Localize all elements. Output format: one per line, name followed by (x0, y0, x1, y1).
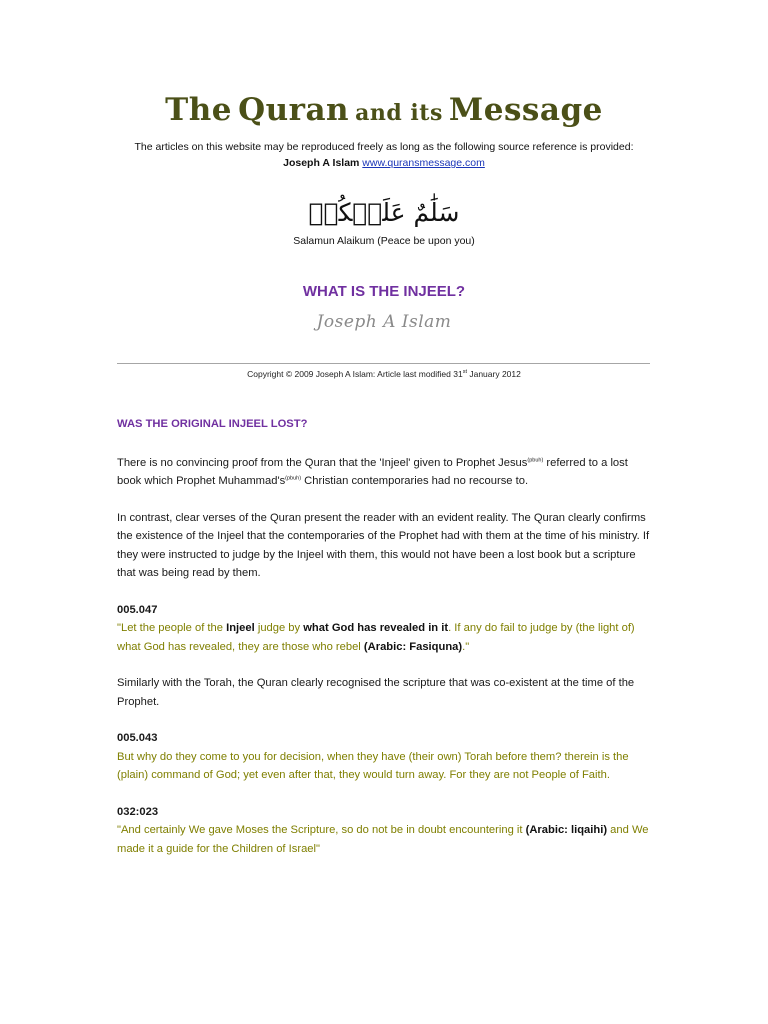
website-link[interactable]: www.quransmessage.com (362, 157, 485, 169)
section-heading: WAS THE ORIGINAL INJEEL LOST? (117, 418, 308, 430)
verse-quote-1: "Let the people of the Injeel judge by what God has revealed in it. If any do fail to judge by (the light of) what God has revealed, they are those who rebel (Arabic: Fasiquna)." (117, 622, 635, 653)
paragraph-1: There is no convincing proof from the Quran that the 'Injeel' given to Prophet Jesus$^{(pbuh)}$ referred to a lost book which Prophet $Muhammad's^{(pbuh)}$ Christian contemporaries had no recourse to. (117, 456, 628, 487)
verse-quote-2: But why do they come to you for decision, when they have (their own) Torah before them? therein is the (plain) command of God; yet even after that, they would turn away. For they are not People of Faith. (117, 750, 629, 781)
masthead-word-and-its: and its (355, 100, 443, 126)
arabic-greeting: سَلَٰمٌ عَلَيۡكُمۡ (308, 198, 460, 227)
masthead-word-the: The (165, 92, 232, 128)
copyright-line: Copyright © 2009 Joseph A Islam: Article last modified 31st January 2012 (247, 369, 521, 379)
article-body (117, 415, 652, 858)
site-masthead (0, 88, 768, 137)
author-name: Joseph A Islam (283, 157, 360, 169)
author-signature: Joseph A Islam (316, 312, 452, 332)
greeting-translation: Salamun Alaikum (Peace be upon you) (293, 235, 475, 247)
verse-reference-2: 005.043 (117, 732, 158, 744)
article-title: WHAT IS THE INJEEL? (302, 283, 466, 300)
divider (117, 363, 650, 364)
reproduction-notice (0, 139, 768, 171)
source-reference (0, 155, 768, 171)
masthead-word-message: Message (448, 92, 603, 128)
verse-reference-1: 005.047 (117, 603, 158, 616)
verse-reference-3: 032:023 (117, 805, 159, 818)
paragraph-3: Similarly with the Torah, the Quran clearly recognised the scripture that was co-existent at the time of the Prophet. (117, 677, 635, 708)
masthead-word-quran: Quran (238, 92, 350, 128)
paragraph-2: In contrast, clear verses of the Quran present the reader with an evident reality. The Quran clearly confirms the existence of the Injeel that the contemporaries of the Prophet had with them at the time of his ministry. If they were instructed to judge by the Injeel with them, this would not have been a lost book but a scripture that was being read by them. (117, 511, 650, 579)
verse-quote-3: "And certainly We gave Moses the Scripture, so do not be in doubt encountering it (Arabic: liqaihi) and We made it a guide for the Children of Israel" (117, 824, 649, 855)
notice-line: The articles on this website may be reproduced freely as long as the following source reference is provided: (134, 141, 634, 153)
